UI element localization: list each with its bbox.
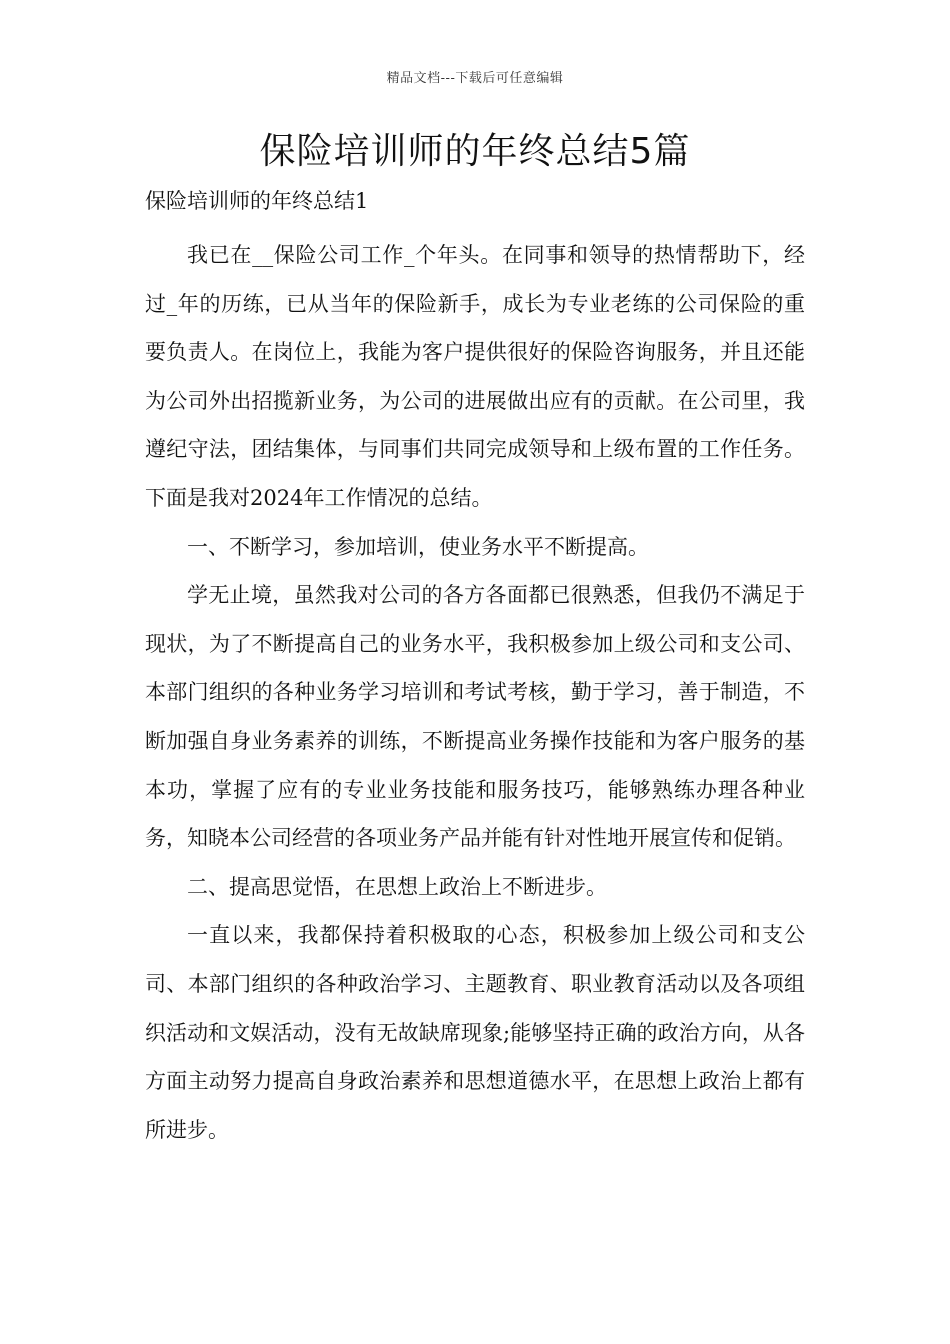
- section-subtitle: 保险培训师的年终总结1: [145, 189, 369, 213]
- document-title: 保险培训师的年终总结5篇: [259, 131, 691, 172]
- paragraph-learning: 学无止境，虽然我对公司的各方各面都已很熟悉，但我仍不满足于现状，为了不断提高自己的业务水平，我积极参加上级公司和支公司、本部门组织的各种业务学习培训和考试考核，勤于学习，善于制造，不断加强自身业务素养的训练，不断提高业务操作技能和为客户服务的基本功，掌握了应有的专业业务技能和服务技巧，能够熟练办理各种业务，知晓本公司经营的各项业务产品并能有针对性地开展宣传和促销。: [145, 583, 805, 851]
- paragraph-ideology: 一直以来，我都保持着积极取的心态，积极参加上级公司和支公司、本部门组织的各种政治学习、主题教育、职业教育活动以及各项组织活动和文娱活动，没有无故缺席现象;能够坚持正确的政治方向，从各方面主动努力提高自身政治素养和思想道德水平，在思想上政治上都有所进步。: [145, 923, 805, 1142]
- section-heading-ideology: 二、提高思觉悟，在思想上政治上不断进步。: [187, 874, 607, 899]
- section-heading-learning: 一、不断学习，参加培训，使业务水平不断提高。: [187, 534, 649, 559]
- document-body: [145, 231, 805, 1154]
- paragraph-intro: 我已在__保险公司工作_个年头。在同事和领导的热情帮助下，经过_年的历练，已从当年的保险新手，成长为专业老练的公司保险的重要负责人。在岗位上，我能为客户提供很好的保险咨询服务，并且还能为公司外出招揽新业务，为公司的进展做出应有的贡献。在公司里，我遵纪守法，团结集体，与同事们共同完成领导和上级布置的工作任务。下面是我对2024年工作情况的总结。: [145, 243, 805, 510]
- page-header-note: 精品文档---下载后可任意编辑: [386, 71, 564, 86]
